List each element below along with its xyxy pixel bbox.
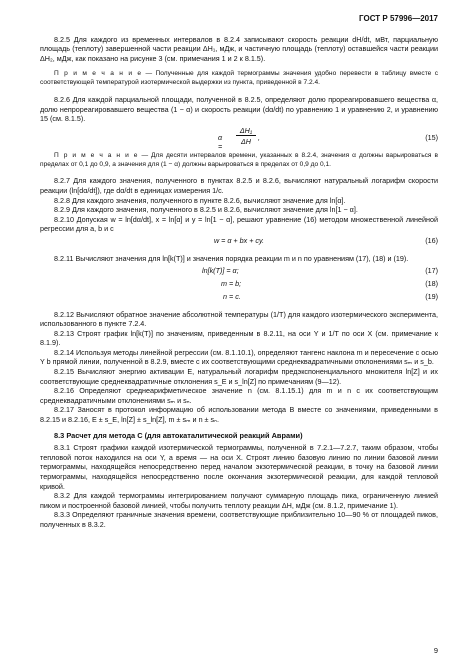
- eq15-tail: ,: [258, 132, 260, 142]
- page-number: 9: [433, 646, 438, 656]
- eq17-number: (17): [425, 265, 438, 275]
- paragraph-8-2-14: 8.2.14 Используя методы линейной регрессии (см. 8.1.10.1), определяют тангенс наклона m и пересечение с осью Y b прямой линии, полученной в 8.2.9, вместе с их соответствующими среднеквадратичными отклонениями sₘ и s_b.: [40, 347, 438, 367]
- standard-header: ГОСТ Р 57996—2017: [359, 14, 438, 23]
- note-2: [40, 152, 438, 170]
- paragraph-8-3-2: 8.3.2 Для каждой термограммы интегрированием получают суммарную площадь пика, ограниченную линией пиком и построенной базовой линией, чтобы получить теплоту реакции ΔH, мДж (см. 8.1.2, примечание 1).: [40, 491, 438, 510]
- note-text: — Для десяти интервалов времени, указанных в 8.2.4, значения α должны варьироваться в пределах от 0,1 до 0,9, а значения для (1 − α) должны варьироваться в пределах от 0,9 до 0,1.: [40, 151, 439, 168]
- eq16-body: w = α + bx + cy.: [213, 235, 265, 245]
- paragraph-8-3-1: 8.3.1 Строят графики каждой изотермической термограммы, полученной в 7.2.1—7.2.7, таким образом, чтобы тепловой поток находился на оси Y, а время — на оси X. Строят линию базовую линию по линии базовой линии термограммы, находящейся непосредственно перед началом экзотермической реакции, в точку на базовой линии термограммы, находящейся непосредственно после окончания экзотермической реакции, для каждой тепловой кривой.: [40, 443, 438, 491]
- eq19-body: n = c.: [223, 291, 241, 301]
- paragraph-8-2-15: 8.2.15 Вычисляют энергию активации E, натуральный логарифм предэкспоненциального множителя ln[Z] и их соответствующие среднеквадратичные отклонения s_E и s_ln[Z] по примечаниям (9—12).: [40, 367, 438, 386]
- equation-15: [40, 126, 438, 150]
- note-label: П р и м е ч а н и е: [54, 151, 139, 159]
- equation-19: [40, 292, 438, 303]
- paragraph-8-2-10: 8.2.10 Допуская w = ln[dα/dt], x = ln[α] и y = ln[1 − α], решают уравнение (16) методом множественной линейной регрессии для a, b и c: [40, 214, 438, 234]
- paragraph-8-2-13: 8.2.13 Строят график ln[k(T)] по значениям, приведенным в 8.2.11, на оси Y и 1/T по оси X (см. примечание к 8.1.9).: [40, 328, 438, 348]
- paragraph-8-2-5: 8.2.5 Для каждого из временных интервалов в 8.2.4 записывают скорость реакции dH/dt, мВт, парциальную площадь (теплоту) завершенной части реакции ΔH₁, мДж, и частичную площадь (теплоту) оставшейся части реакции ΔH₂, мДж, как показано на рисунке 3 (см. примечания 1 и 2 к 8.1.5).: [40, 34, 438, 63]
- eq16-number: (16): [425, 235, 438, 245]
- eq15-lhs: α =: [218, 132, 223, 152]
- note-label: П р и м е ч а н и е: [54, 70, 143, 78]
- paragraph-8-3-3: 8.3.3 Определяют граничные значения времени, соответствующие приблизительно 10—90 % от площадей пиков, полученных в 8.3.2.: [40, 510, 438, 529]
- paragraph-8-2-11: 8.2.11 Вычисляют значения для ln[k(T)] и значения порядка реакции m и n по уравнениям (17), (18) и (19).: [54, 253, 409, 263]
- paragraph-8-2-9: 8.2.9 Для каждого значения, полученного в 8.2.5 и 8.2.6, вычисляют значение для ln[1 − α].: [54, 205, 358, 215]
- paragraph-8-2-6: 8.2.6 Для каждой парциальной площади, полученной в 8.2.5, определяют долю прореагировавшего вещества α, долю непрореагировавшего вещества (1 − α) и скорость реакции (dα/dt) по уравнению 1 и уравнению 2, и уравнению 15 (см. 8.1.5).: [40, 94, 438, 124]
- eq17-body: ln[k(T)] = α;: [202, 265, 239, 275]
- paragraph-8-2-8: 8.2.8 Для каждого значения, полученного в пункте 8.2.6, вычисляют значение для ln[α].: [54, 195, 346, 205]
- eq18-body: m = b;: [221, 278, 242, 288]
- equation-16: [40, 236, 438, 247]
- eq15-numerator: ΔH₁: [236, 126, 256, 137]
- note-1: [40, 70, 438, 88]
- paragraph-8-2-12: 8.2.12 Вычисляют обратное значение абсолютной температуры (1/T) для каждого изотермического эксперимента, использованного в пункте 7.2.4.: [40, 309, 438, 329]
- eq15-denominator: ΔH: [240, 136, 251, 146]
- paragraph-8-2-17: 8.2.17 Заносят в протокол информацию об использовании метода B вместе со значениями, приведенными в 8.2.15 и 8.2.16, E ± s_E, ln[Z] ± s_ln[Z], m ± sₘ и n ± sₙ.: [40, 405, 438, 425]
- eq15-number: (15): [425, 132, 438, 142]
- equation-17: [40, 266, 438, 277]
- paragraph-8-2-16: 8.2.16 Определяют среднеарифметическое значение n (см. 8.1.15.1) для m и n с их соответствующим среднеквадратичными отклонениями sₘ и sₙ.: [40, 386, 438, 405]
- paragraph-8-2-7: 8.2.7 Для каждого значения, полученного в пунктах 8.2.5 и 8.2.6, вычисляют натуральный логарифм скорости реакции (ln[dα/dt]), где dα/dt в единицах измерения 1/с.: [40, 176, 438, 195]
- equation-18: [40, 279, 438, 290]
- eq19-number: (19): [425, 291, 438, 301]
- section-heading-8-3: 8.3 Расчет для метода C (для автокаталитической реакций Аврами): [54, 430, 303, 440]
- eq18-number: (18): [425, 278, 438, 288]
- note-text: — Полученные для каждой термограммы значения удобно перевести в таблицу вместе с соответствующей температурой изотермической выдержки из пункта, приведенной в 7.2.4.: [40, 70, 439, 87]
